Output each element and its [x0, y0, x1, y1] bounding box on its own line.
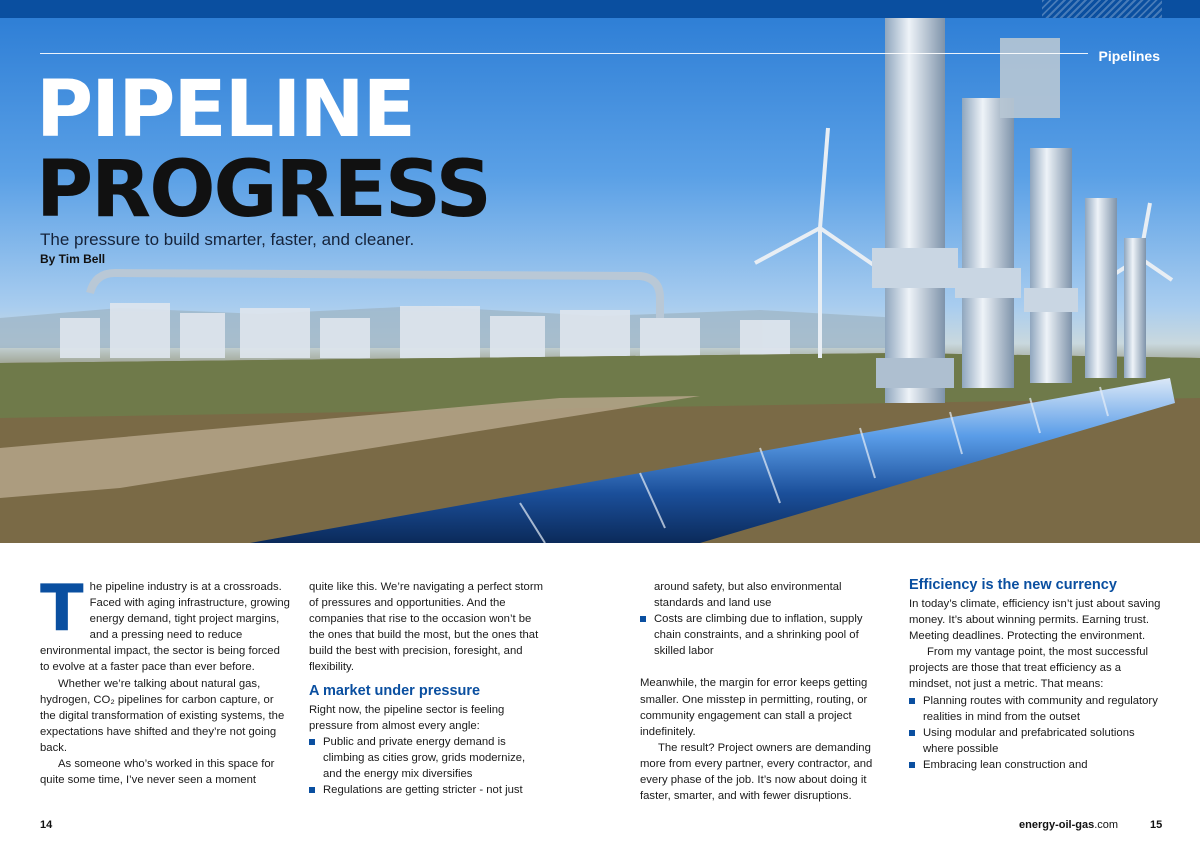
paragraph: The result? Project owners are demanding more from every partner, every contractor, and every phase of the job. It’s now about doing it faster, smarter, and with fewer disruptions.	[640, 741, 873, 803]
list-item: Embracing lean construction and	[909, 757, 1161, 773]
list-item: Public and private energy demand is climbing as cities grow, grids modernize, and the energy mix diversifies	[309, 734, 545, 782]
top-color-bar	[0, 0, 1200, 18]
title-line-2: PROGRESS	[36, 145, 490, 235]
article-column-2	[309, 579, 545, 798]
footer-url[interactable]	[1019, 819, 1118, 831]
list-item: Using modular and prefabricated solutions where possible	[909, 725, 1161, 757]
header-rule	[40, 53, 1088, 54]
paragraph: In today’s climate, efficiency isn’t just about saving money. It’s about winning permits. Earning trust. Meeting deadlines. Protecting the environment.	[909, 598, 1161, 643]
article-title	[36, 65, 490, 235]
list-item-continuation: around safety, but also environmental standards and land use	[654, 581, 842, 610]
footer-url-tld: .com	[1094, 819, 1119, 831]
paragraph: From my vantage point, the most successful projects are those that treat efficiency as a mindset, not just a metric. That means:	[909, 646, 1149, 691]
article-column-1	[40, 572, 292, 788]
list-item: Costs are climbing due to inflation, supply chain constraints, and a shrinking pool of skilled labor	[640, 611, 892, 659]
paragraph: Whether we’re talking about natural gas, hydrogen, CO₂ pipelines for carbon capture, or the digital transformation of existing systems, the expectations have shifted and they’re not going back.	[40, 677, 285, 754]
bullet-list	[309, 734, 545, 798]
section-heading: Efficiency is the new currency	[909, 577, 1117, 593]
top-bar-hatch-pattern	[1042, 0, 1162, 18]
page-number-right: 15	[1150, 819, 1163, 831]
article-subtitle: The pressure to build smarter, faster, and cleaner.	[40, 230, 415, 249]
paragraph	[40, 572, 292, 676]
paragraph: quite like this. We’re navigating a perfect storm of pressures and opportunities. And the companies that rise to the occasion won’t be the ones that build the most, but the ones that build the best with precision, foresight, and flexibility.	[309, 581, 543, 674]
bullet-list	[640, 611, 892, 659]
title-line-1: PIPELINE	[36, 65, 414, 155]
paragraph: Right now, the pipeline sector is feeling pressure from almost every angle:	[309, 703, 505, 732]
page-number-left: 14	[40, 819, 53, 831]
list-item: Regulations are getting stricter - not just	[309, 782, 545, 798]
paragraph-text: he pipeline industry is at a crossroads. Faced with aging infrastructure, growing energy demand, tight project margins, and a pressing need to reduce environmental impact, the sector is being forced to evolve at a faster pace than ever before.	[40, 581, 290, 674]
section-label: Pipelines	[1098, 48, 1160, 64]
list-item: Planning routes with community and regulatory realities in mind from the outset	[909, 693, 1161, 725]
section-heading: A market under pressure	[309, 682, 481, 699]
article-byline: By Tim Bell	[40, 252, 106, 266]
article-column-3	[640, 579, 892, 804]
footer-url-domain: energy-oil-gas	[1019, 819, 1095, 831]
paragraph: As someone who’s worked in this space for quite some time, I’ve never seen a moment	[40, 758, 275, 787]
hero-photo	[0, 18, 1200, 543]
paragraph: Meanwhile, the margin for error keeps getting smaller. One misstep in permitting, routing, or community engagement can stall a project indefinitely.	[640, 677, 868, 738]
article-column-4	[909, 574, 1161, 773]
bullet-list	[909, 693, 1161, 773]
drop-cap: T	[40, 572, 84, 646]
